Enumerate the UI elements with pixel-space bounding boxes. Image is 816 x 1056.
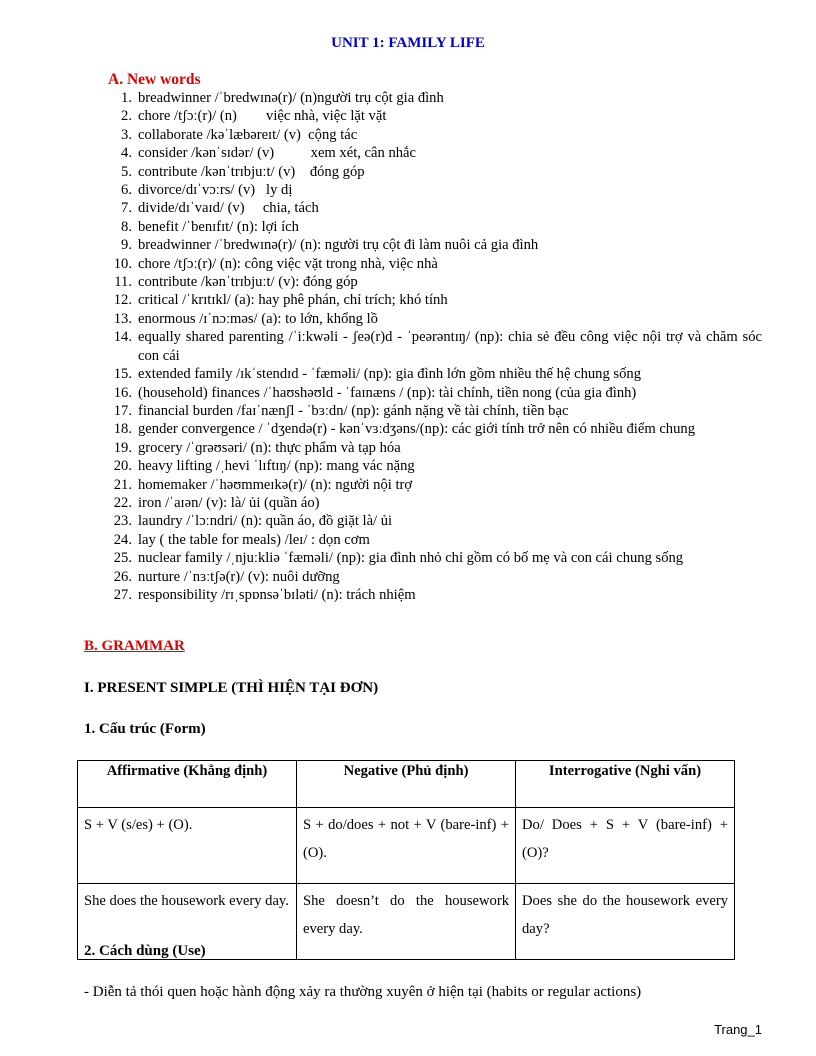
list-item-number: 7. xyxy=(121,200,132,217)
list-item-text: contribute /kənˈtrɪbjuːt/ (v): đóng góp xyxy=(138,274,358,291)
table-cell: She does the housework every day. xyxy=(78,884,297,960)
list-item-text: chore /tʃɔː(r)/ (n) việc nhà, việc lặt vặt xyxy=(138,108,387,125)
list-item xyxy=(110,531,762,549)
list-item-text: collaborate /kəˈlæbəreɪt/ (v) cộng tác xyxy=(138,126,358,143)
list-item-number: 24. xyxy=(113,531,132,548)
list-item-number: 26. xyxy=(113,568,132,585)
list-item xyxy=(110,365,762,383)
list-item-number: 14. xyxy=(113,329,132,346)
list-item-number: 15. xyxy=(113,366,132,383)
grammar-table xyxy=(77,760,735,960)
list-item-text: divorce/dɪˈvɔːrs/ (v) ly dị xyxy=(138,182,293,199)
table-cell: S + do/does + not + V (bare-inf) + (O). xyxy=(297,808,516,884)
list-item-number: 18. xyxy=(113,421,132,438)
list-item-number: 13. xyxy=(113,310,132,327)
vocabulary-list xyxy=(110,89,766,604)
list-item-text: financial burden /faɪˈnænʃl - ˈbɜːdn/ (np): gánh nặng về tài chính, tiền bạc xyxy=(138,402,569,419)
header-interrogative: Interrogative (Nghi vấn) xyxy=(516,761,735,808)
list-item-text: heavy lifting /ˌhevi ˈlɪftɪŋ/ (np): mang vác nặng xyxy=(138,458,415,475)
list-item xyxy=(110,476,762,494)
list-item-text: benefit /ˈbenɪfɪt/ (n): lợi ích xyxy=(138,218,299,235)
list-item-number: 6. xyxy=(121,182,132,199)
list-item-number: 4. xyxy=(121,145,132,162)
list-item-text: extended family /ɪkˈstendɪd - ˈfæməli/ (np): gia đình lớn gồm nhiều thế hệ chung sống xyxy=(138,366,641,383)
list-item xyxy=(110,568,762,586)
list-item xyxy=(110,218,762,236)
list-item xyxy=(110,273,762,291)
list-item xyxy=(110,586,762,604)
list-item-text: contribute /kənˈtrɪbjuːt/ (v) đóng góp xyxy=(138,163,365,180)
table-cell: S + V (s/es) + (O). xyxy=(78,808,297,884)
list-item-number: 9. xyxy=(121,237,132,254)
list-item-text: (household) finances /ˈhaʊshəʊld - ˈfaɪnæns / (np): tài chính, tiền nong (của gia đình) xyxy=(138,384,637,401)
list-item-number: 23. xyxy=(113,513,132,530)
list-item-text: nurture /ˈnɜːtʃə(r)/ (v): nuôi dưỡng xyxy=(138,568,340,585)
list-item xyxy=(110,420,762,438)
list-item xyxy=(110,89,762,107)
list-item-text: divide/dɪˈvaɪd/ (v) chia, tách xyxy=(138,200,319,217)
list-item-text: homemaker /ˈhəʊmmeɪkə(r)/ (n): người nội trợ xyxy=(138,476,413,493)
list-item xyxy=(110,291,762,309)
list-item-text: critical /ˈkrɪtɪkl/ (a): hay phê phán, chỉ trích; khó tính xyxy=(138,292,448,309)
list-item xyxy=(110,402,762,420)
list-item-text: enormous /ɪˈnɔːməs/ (a): to lớn, khổng lồ xyxy=(138,310,378,327)
list-item-number: 19. xyxy=(113,439,132,456)
form-heading: 1. Cấu trúc (Form) xyxy=(84,721,206,737)
unit-title: UNIT 1: FAMILY LIFE xyxy=(331,35,485,51)
table-cell: Do/ Does + S + V (bare-inf) + (O)? xyxy=(516,808,735,884)
section-b-heading: B. GRAMMAR xyxy=(84,638,185,654)
list-item-number: 17. xyxy=(113,402,132,419)
table-row xyxy=(78,808,735,884)
list-item xyxy=(110,439,762,457)
present-simple-heading: I. PRESENT SIMPLE (THÌ HIỆN TẠI ĐƠN) xyxy=(84,680,379,696)
list-item-number: 12. xyxy=(113,292,132,309)
list-item-text: nuclear family /ˌnjuːkliə ˈfæməli/ (np): gia đình nhỏ chỉ gồm có bố mẹ và con cái chung sống xyxy=(138,550,684,567)
list-item-text: breadwinner /ˈbredwɪnə(r)/ (n): người trụ cột đi làm nuôi cả gia đình xyxy=(138,237,539,254)
list-item-number: 1. xyxy=(121,90,132,106)
list-item-text: gender convergence / ˈdʒendə(r) - kənˈvɜːdʒəns/(np): các giới tính trở nên có nhiều điểm chung xyxy=(138,421,695,438)
list-item xyxy=(110,236,762,254)
list-item-text: laundry /ˈlɔːndri/ (n): quần áo, đồ giặt là/ ủi xyxy=(138,513,393,530)
list-item xyxy=(110,107,762,125)
list-item xyxy=(110,144,762,162)
list-item-text: consider /kənˈsɪdər/ (v) xem xét, cân nhắc xyxy=(138,145,416,162)
list-item xyxy=(110,126,762,144)
list-item-number: 2. xyxy=(121,108,132,125)
list-item-number: 11. xyxy=(114,274,132,291)
header-negative: Negative (Phủ định) xyxy=(297,761,516,808)
list-item xyxy=(110,181,762,199)
list-item-number: 20. xyxy=(113,458,132,475)
list-item xyxy=(110,549,762,567)
list-item-text: lay ( the table for meals) /leɪ/ : dọn cơm xyxy=(138,531,370,548)
page-number: Trang_1 xyxy=(714,1022,762,1037)
list-item-number: 16. xyxy=(113,384,132,401)
list-item-text: breadwinner /ˈbredwɪnə(r)/ (n)người trụ cột gia đình xyxy=(138,90,444,106)
list-item-text: iron /ˈaɪən/ (v): là/ ủi (quần áo) xyxy=(138,494,320,511)
list-item-number: 8. xyxy=(121,218,132,235)
list-item-number: 3. xyxy=(121,126,132,143)
table-cell: Does she do the housework every day? xyxy=(516,884,735,960)
use-heading: 2. Cách dùng (Use) xyxy=(84,943,206,959)
list-item-text: responsibility /rɪˌspɒnsəˈbɪləti/ (n): trách nhiệm xyxy=(138,586,416,603)
header-affirmative: Affirmative (Khẳng định) xyxy=(78,761,297,808)
list-item-text: chore /tʃɔː(r)/ (n): công việc vặt trong nhà, việc nhà xyxy=(138,255,438,272)
list-item-number: 5. xyxy=(121,163,132,180)
list-item xyxy=(110,494,762,512)
table-cell: She doesn’t do the housework every day. xyxy=(297,884,516,960)
list-item-text: grocery /ˈɡrəʊsəri/ (n): thực phẩm và tạp hóa xyxy=(138,439,401,456)
list-item xyxy=(110,384,762,402)
list-item xyxy=(110,457,762,475)
list-item-number: 10. xyxy=(113,255,132,272)
list-item-number: 21. xyxy=(113,476,132,493)
list-item-text: equally shared parenting /ˈiːkwəli - ʃeə(r)d - ˈpeərəntɪŋ/ (np): chia sẻ đều công việc nội trợ và chăm sóc con cái xyxy=(138,329,766,364)
list-item xyxy=(110,310,762,328)
list-item xyxy=(110,512,762,530)
list-item-number: 27. xyxy=(113,586,132,603)
list-item-number: 25. xyxy=(113,550,132,567)
list-item-number: 22. xyxy=(113,494,132,511)
list-item xyxy=(110,199,762,217)
section-a-heading: A. New words xyxy=(108,71,201,88)
list-item xyxy=(110,255,762,273)
list-item xyxy=(110,328,766,365)
list-item xyxy=(110,163,762,181)
use-description: - Diễn tả thói quen hoặc hành động xảy ra thường xuyên ở hiện tại (habits or regular actions) xyxy=(84,984,642,1000)
table-header-row xyxy=(78,761,735,808)
